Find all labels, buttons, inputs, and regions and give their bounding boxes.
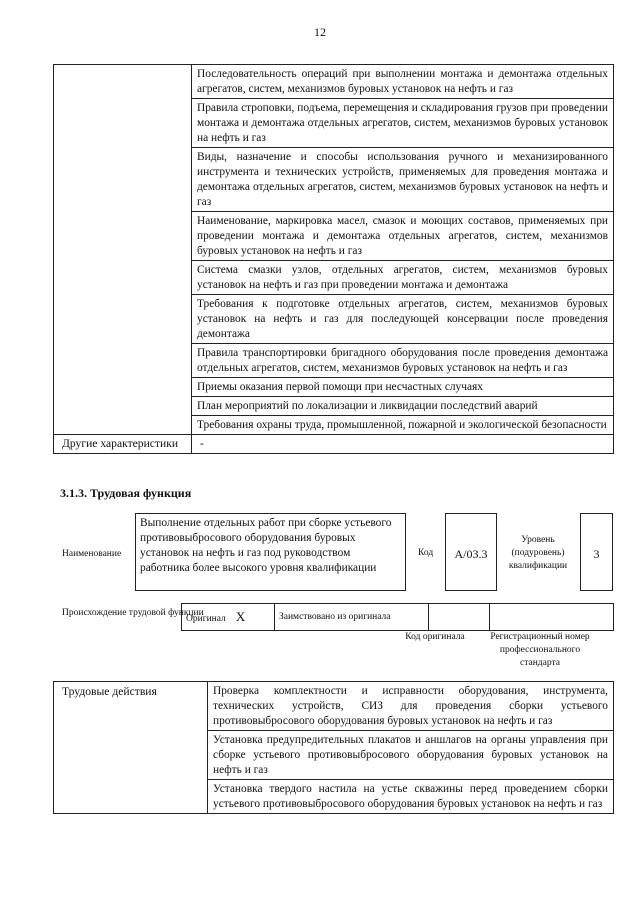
labor-actions-label: Трудовые действия [54,682,208,814]
origin-reg-caption: Регистрационный номер профессионального стандарта [490,632,590,668]
function-code-label: Код [418,548,434,558]
knowledge-item: Система смазки узлов, отдельных агрегатов, систем, механизмов буровых установок на нефть и газ при проведении монтажа и демонтажа [192,261,614,295]
knowledge-item: Требования к подготовке отдельных агрегатов, систем, механизмов буровых установок на нефть и газ для последующей консервации после проведения демонтажа [192,295,614,344]
knowledge-table [53,64,614,454]
other-characteristics-label: Другие характеристики [54,435,192,454]
labor-actions-table [53,681,614,814]
table-row [54,682,614,731]
qualification-level-value: 3 [580,513,613,591]
origin-original-label: Оригинал [186,614,226,624]
origin-table [181,603,614,631]
table-row [54,435,614,454]
origin-code-caption: Код оригинала [405,632,465,642]
function-code-value: А/03.3 [445,513,497,591]
knowledge-item: Приемы оказания первой помощи при несчастных случаях [192,378,614,397]
labor-action-item: Проверка комплектности и исправности оборудования, инструмента, технических устройств, СИЗ для проведения сборки устьевого противовыбросового оборудования буровых установок на нефть и газ [208,682,614,731]
qualification-level-label: Уровень (подуровень) квалификации [508,535,568,571]
knowledge-item: Виды, назначение и способы использования ручного и механизированного инструмента и технических устройств, применяемых для проведения монтажа и демонтажа отдельных агрегатов, систем, механизмов буровых установок на нефть и газ [192,148,614,212]
origin-code-cell [429,604,490,631]
knowledge-item: План мероприятий по локализации и ликвидации последствий аварий [192,397,614,416]
section-title: 3.1.3. Трудовая функция [60,486,192,500]
knowledge-item: Требования охраны труда, промышленной, пожарной и экологической безопасности [192,416,614,435]
knowledge-item: Правила строповки, подъема, перемещения и складирования грузов при проведении монтажа и демонтажа отдельных агрегатов, систем, механизмов буровых установок на нефть и газ [192,99,614,148]
origin-borrowed-label: Заимствовано из оригинала [275,604,429,631]
labor-action-item: Установка предупредительных плакатов и аншлагов на органы управления при сборке устьевого противовыбросового оборудования буровых установок на нефть и газ [208,731,614,780]
origin-original-cell [182,604,275,631]
page-number: 12 [314,25,326,39]
origin-original-mark: X [235,609,246,624]
function-name-value: Выполнение отдельных работ при сборке устьевого противовыбросового оборудования буровых установок на нефть и газ под руководством работника более высокого уровня квалификации [135,513,406,591]
other-characteristics-value: - [192,435,614,454]
knowledge-item: Наименование, маркировка масел, смазок и моющих составов, применяемых при проведении монтажа и демонтажа отдельных агрегатов, систем, механизмов буровых установок на нефть и газ [192,212,614,261]
table-row [182,604,614,631]
origin-label: Происхождение трудовой функции [62,608,204,618]
knowledge-item: Последовательность операций при выполнении монтажа и демонтажа отдельных агрегатов, систем, механизмов буровых установок на нефть и газ [192,65,614,99]
origin-reg-cell [490,604,614,631]
function-name-label: Наименование [62,549,122,559]
table-row [54,65,614,99]
knowledge-label-cell [54,65,192,435]
knowledge-item: Правила транспортировки бригадного оборудования после проведения демонтажа отдельных агрегатов, систем, механизмов буровых установок на нефть и газ [192,344,614,378]
labor-action-item: Установка твердого настила на устье скважины перед проведением сборки устьевого противовыбросового оборудования буровых установок на нефть и газ [208,780,614,814]
